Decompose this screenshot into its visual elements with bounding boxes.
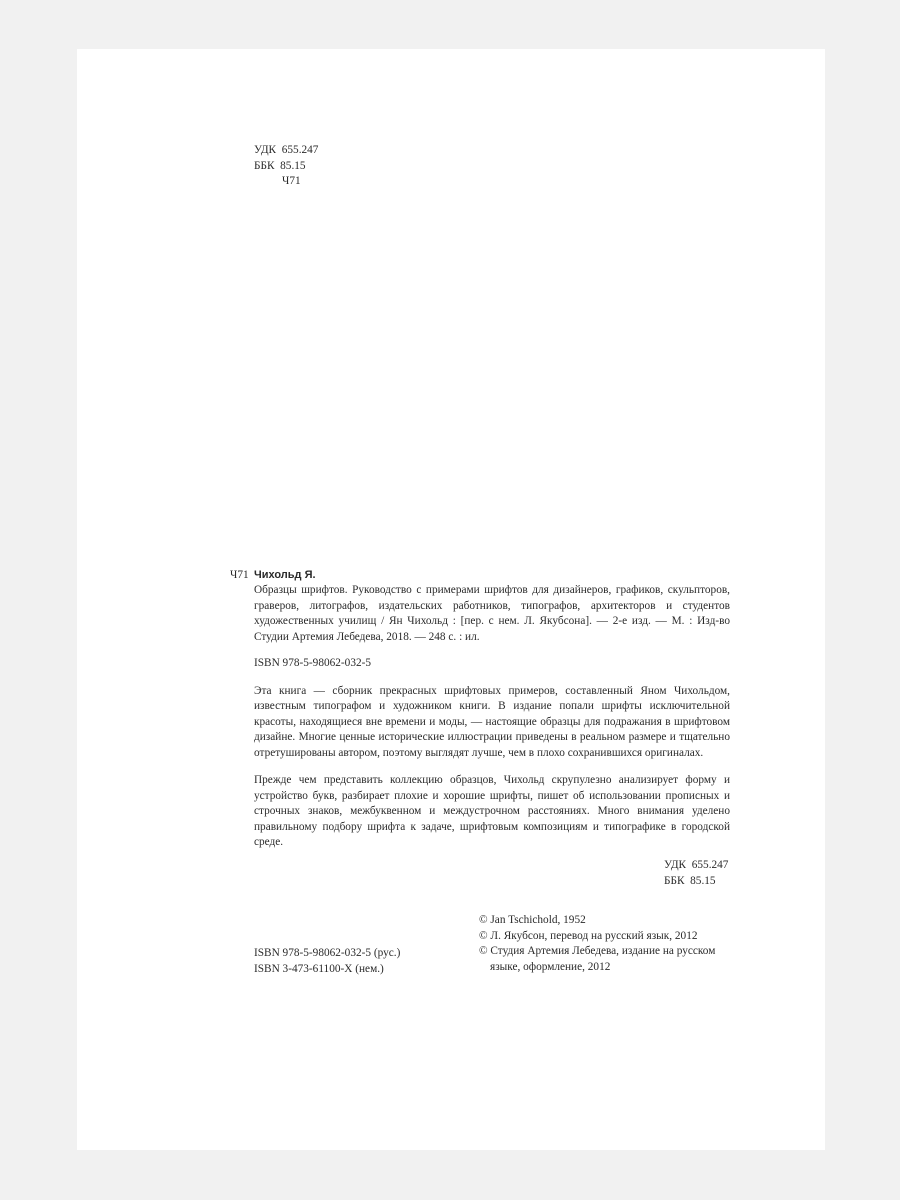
annotation-paragraph: Эта книга — сборник прекрасных шрифтовых примеров, составленный Яном Чихольдом, известным типографом и художником книги. В издание попали шрифты исключительной красоты, находящиеся вне времени и моды, — настоящие образцы для подражания в шрифтовом дизайне. Многие ценные исторические иллюстрации приведены в реальном размере и тщательно отретушированы автором, поэтому выглядят лучше, чем в плохо сохранившихся оригиналах. — [254, 684, 730, 759]
bbk-code: ББК 85.15 — [254, 159, 306, 172]
catalog-entry-body — [254, 583, 730, 863]
isbn-list — [254, 946, 400, 977]
bibliographic-description: Образцы шрифтов. Руководство с примерами шрифтов для дизайнеров, графиков, скульпторов, граверов, литографов, издательских работников, типографов, архитекторов и студентов художественных училищ / Ян Чихольд : [пер. с нем. Л. Якубсона]. — 2-е изд. — М. : Изд-во Студии Артемия Лебедева, 2018. — 248 с. : ил. — [254, 584, 730, 643]
entry-isbn: ISBN 978-5-98062-032-5 — [254, 657, 372, 669]
copyright-notices — [479, 913, 739, 975]
entry-udk-code: УДК 655.247 — [664, 859, 729, 871]
copyright-line: © Л. Якубсон, перевод на русский язык, 2012 — [479, 929, 698, 942]
isbn-german: ISBN 3-473-61100-X (нем.) — [254, 962, 384, 975]
annotation-paragraph: Прежде чем представить коллекцию образцов, Чихольд скрупулезно анализирует форму и устройство букв, разбирает плохие и хорошие шрифты, пишет об использовании прописных и строчных знаков, межбуквенном и междустрочном расстояниях. Много внимания уделено правильному подбору шрифта к задаче, шрифтовым композициям и типографике в городской среде. — [254, 774, 730, 848]
entry-bbk-code: ББК 85.15 — [664, 874, 716, 887]
classification-codes-top — [254, 143, 318, 190]
udk-code: УДК 655.247 — [254, 144, 319, 156]
entry-author: Чихольд Я. — [254, 569, 316, 581]
classification-codes-entry — [664, 858, 728, 889]
book-page — [77, 49, 825, 1150]
isbn-russian: ISBN 978-5-98062-032-5 (рус.) — [254, 947, 401, 959]
entry-author-mark: Ч71 — [230, 569, 249, 581]
copyright-line: © Jan Tschichold, 1952 — [479, 914, 586, 926]
copyright-line: © Студия Артемия Лебедева, издание на русском языке, оформление, 2012 — [479, 945, 716, 973]
author-mark: Ч71 — [282, 175, 301, 187]
